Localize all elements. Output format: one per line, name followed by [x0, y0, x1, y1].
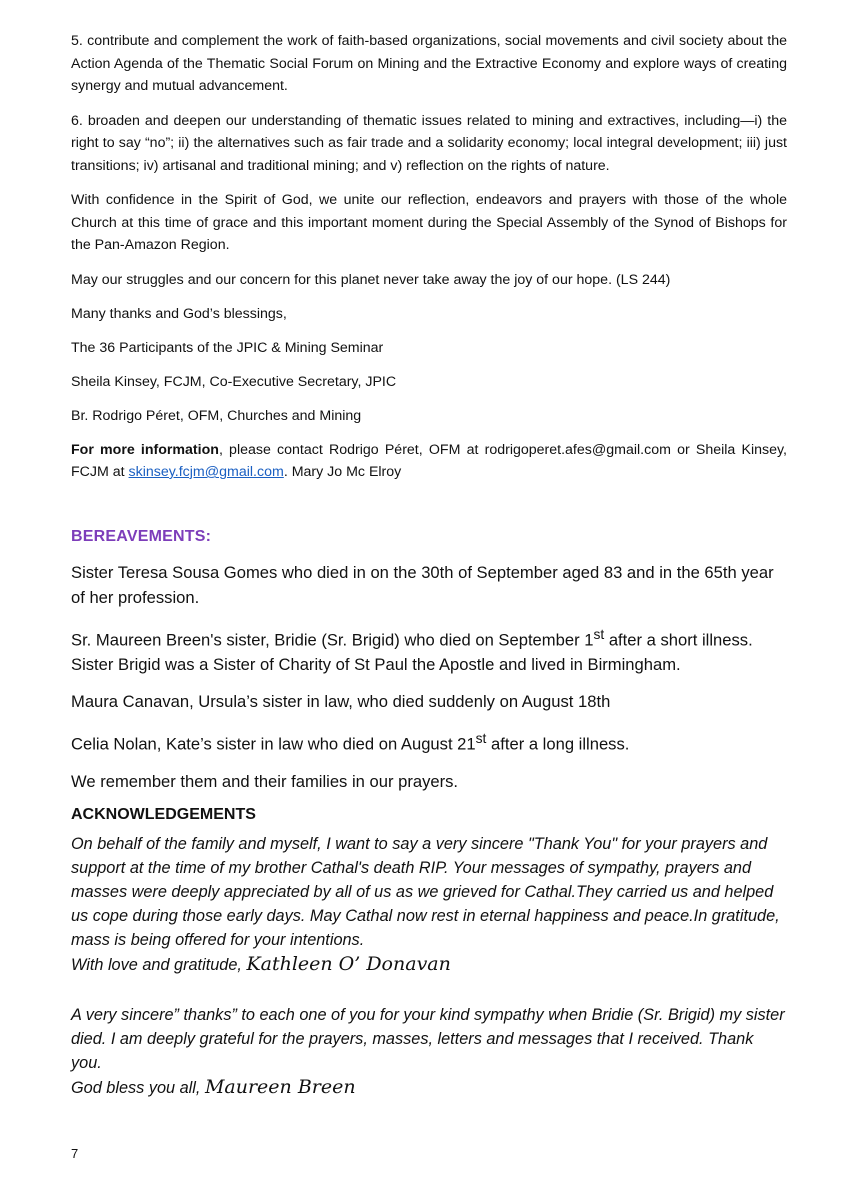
bereavement-closing: We remember them and their families in our prayers.: [71, 771, 459, 791]
signature-name: Maureen Breen: [204, 1075, 356, 1098]
paragraph-struggles: May our struggles and our concern for this planet never take away the joy of our hope. (LS 244): [71, 271, 671, 288]
bereavement-item: Maura Canavan, Ursula’s sister in law, who died suddenly on August 18th: [71, 692, 611, 712]
bereavement-item: [71, 726, 787, 757]
signatory-participants: The 36 Participants of the JPIC & Mining Seminar: [71, 339, 384, 356]
bereavement-text: Celia Nolan, Kate’s sister in law who died on August 21: [71, 734, 476, 754]
document-page: [71, 30, 787, 1100]
bereavement-text: after a short illness. Sister Brigid was a Sister of Charity of St Paul the Apostle and lived in Birmingham.: [71, 630, 753, 675]
signoff-text: With love and gratitude,: [71, 955, 247, 974]
bereavement-item: Sister Teresa Sousa Gomes who died in on the 30th of September aged 83 and in the 65th year of her profession.: [71, 562, 774, 607]
acknowledgement-message: A very sincere” thanks” to each one of you for your kind sympathy when Bridie (Sr. Brigid) my sister died. I am deeply grateful for the prayers, masses, letters and messages that I received. Thank you.: [71, 1005, 785, 1072]
acknowledgement-signoff: [71, 952, 787, 977]
paragraph-item-5: 5. contribute and complement the work of faith-based organizations, social movements and civil society about the Action Agenda of the Thematic Social Forum on Mining and the Extractive Economy and explore ways of creating synergy and mutual advancement.: [71, 33, 787, 94]
email-link[interactable]: skinsey.fcjm@gmail.com: [128, 464, 284, 480]
page-number: 7: [71, 1146, 79, 1161]
bereavement-item: [71, 622, 787, 678]
acknowledgements-heading: ACKNOWLEDGEMENTS: [71, 805, 256, 823]
bereavement-text: Sr. Maureen Breen's sister, Bridie (Sr. Brigid) who died on September 1: [71, 630, 594, 650]
spacer: [71, 977, 787, 1003]
contact-info-label: For more information: [71, 441, 219, 458]
paragraph-thanks: Many thanks and God’s blessings,: [71, 305, 287, 322]
signatory-sheila: Sheila Kinsey, FCJM, Co-Executive Secretary, JPIC: [71, 373, 397, 390]
ordinal-suffix: st: [593, 625, 605, 642]
paragraph-item-6: 6. broaden and deepen our understanding of thematic issues related to mining and extractives, including—i) the right to say “no”; ii) the alternatives such as fair trade and a solidarity economy; local integral development; iii) just transitions; iv) artisanal and traditional mining; and v) reflection on the rights of nature.: [71, 112, 787, 174]
bereavement-text: after a long illness.: [486, 734, 630, 754]
signature-name: Kathleen O’ Donavan: [246, 952, 451, 975]
acknowledgement-signoff: [71, 1075, 787, 1100]
signatory-rodrigo: Br. Rodrigo Péret, OFM, Churches and Mining: [71, 407, 362, 424]
contact-info-text: , please contact Rodrigo Péret, OFM at rodrigoperet.afes@gmail.com or Sheila Kinsey, FCJM at: [71, 441, 787, 480]
bereavements-heading: BEREAVEMENTS:: [71, 527, 212, 545]
signoff-text: God bless you all,: [71, 1078, 205, 1097]
contact-info-tail: . Mary Jo Mc Elroy: [283, 464, 402, 480]
ordinal-suffix: st: [475, 730, 487, 747]
contact-info: [71, 439, 787, 484]
acknowledgement-message: On behalf of the family and myself, I want to say a very sincere "Thank You" for your prayers and support at the time of my brother Cathal's death RIP. Your messages of sympathy, prayers and masses were deeply appreciated by all of us as we grieved for Cathal.They carried us and helped us cope during those early days. May Cathal now rest in eternal happiness and peace.In gratitude, mass is being offered for your intentions.: [71, 834, 780, 949]
paragraph-confidence: With confidence in the Spirit of God, we unite our reflection, endeavors and prayers with those of the whole Church at this time of grace and this important moment during the Special Assembly of the Synod of Bishops for the Pan-Amazon Region.: [71, 192, 787, 253]
